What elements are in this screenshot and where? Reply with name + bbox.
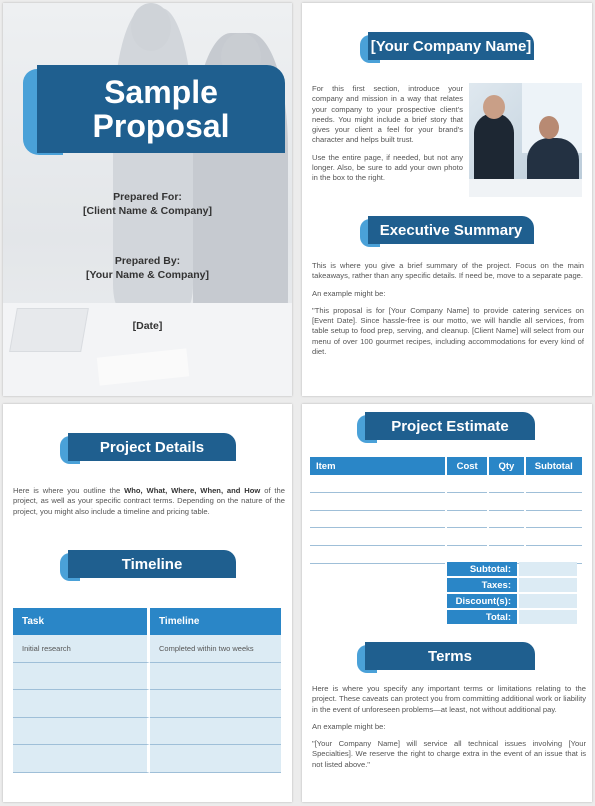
terms-para-3: "[Your Company Name] will service all technical issues involving [Your Specialties]. We reserve the right to charge extra in the event of an issue that is not listed above." [312,739,586,769]
project-estimate-banner [357,412,535,444]
table-row [13,690,281,718]
timeline-header-row [13,608,281,635]
summary-row [447,594,577,608]
estimate-header-row [310,457,582,475]
table-row [310,511,582,529]
project-details-heading: Project Details [68,433,236,461]
details-text-after: of the project, as well as your specific contract terms. Depending on the nature of the project, you might also include a timeline and pricing table. [13,486,285,516]
summary-discount-label: Discount(s): [447,594,517,608]
timeline-cell: Completed within two weeks [150,635,281,663]
estimate-header-subtotal: Subtotal [526,457,582,475]
summary-taxes-label: Taxes: [447,578,517,592]
cover-title-banner [23,65,285,153]
timeline-header-task: Task [13,608,150,635]
table-row [13,718,281,746]
summary-row [447,562,577,576]
prepared-for-block [3,190,292,218]
exec-summary-banner [360,216,534,248]
timeline-cell [150,663,281,691]
summary-taxes-value [519,578,577,592]
intro-text [312,84,463,191]
table-row [13,635,281,663]
exec-para-2: An example might be: [312,288,386,298]
table-row [13,745,281,773]
summary-discount-value [519,594,577,608]
business-photo [469,83,582,197]
cover-title-line2: Proposal [92,108,230,144]
timeline-table [13,608,281,773]
project-estimate-heading: Project Estimate [365,412,535,440]
details-text-before: Here is where you outline the [13,486,125,495]
timeline-cell [150,718,281,746]
prepared-for-value: [Client Name & Company] [83,205,212,217]
task-cell [13,745,150,773]
details-page [3,404,292,802]
task-cell [13,718,150,746]
estimate-table [308,457,584,564]
terms-heading: Terms [365,642,535,670]
date-placeholder: [Date] [132,320,163,332]
summary-row [447,610,577,624]
cover-title-line1: Sample [104,74,218,110]
intro-page [302,3,592,396]
intro-para-1: For this first section, introduce your company and mission in a way that relates your company to your prospective client's needs. You might include a brief story that gives your client a feel for your brand's character and helps built trust. [312,84,463,145]
prepared-for-label: Prepared For: [113,191,182,203]
timeline-cell [150,690,281,718]
timeline-header-timeline: Timeline [150,608,281,635]
timeline-banner [60,550,236,582]
exec-para-3: "This proposal is for [Your Company Name] to provide catering services on [Event Date]. Since hassle-free is our motto, we will handle all services, from table setup to food prep, serving, and cleanup. [Client Name] will select from our menu of over 100 gourmet recipes, including accommodations for every kind of diet. [312,305,584,357]
summary-row [447,578,577,592]
task-cell [13,690,150,718]
terms-banner [357,642,535,674]
prepared-by-block [3,254,292,282]
summary-subtotal-value [519,562,577,576]
table-row [310,493,582,511]
task-cell: Initial research [13,635,150,663]
project-details-text [13,486,285,524]
intro-para-2: Use the entire page, if needed, but not any longer. Also, be sure to add your own photo in the box to the right. [312,152,463,183]
estimate-header-qty: Qty [489,457,523,475]
company-heading: [Your Company Name] [368,32,534,60]
estimate-header-item: Item [310,457,445,475]
table-row [310,528,582,546]
summary-total-value [519,610,577,624]
terms-para-2: An example might be: [312,721,386,731]
exec-summary-heading: Executive Summary [368,216,534,244]
table-row [13,663,281,691]
timeline-cell [150,745,281,773]
prepared-by-value: [Your Name & Company] [86,269,209,281]
estimate-header-cost: Cost [447,457,487,475]
table-row [310,475,582,493]
terms-para-1: Here is where you specify any important terms or limitations relating to the project. These caveats can protect you from committing additional work or liability in the event of unforeseen problems—at least, not without additional pay. [312,684,586,714]
estimate-summary [445,560,579,626]
exec-para-1: This is where you give a brief summary of the project. Focus on the main takeaways, rather than any specific details. If need be, move to a separate page. [312,261,584,281]
company-heading-banner [360,32,534,64]
timeline-heading: Timeline [68,550,236,578]
terms-text [312,684,586,777]
cover-page [3,3,292,396]
details-text-bold: Who, What, Where, When, and How [124,486,261,495]
summary-subtotal-label: Subtotal: [447,562,517,576]
summary-total-label: Total: [447,610,517,624]
prepared-by-label: Prepared By: [114,255,181,267]
exec-summary-text [312,261,584,364]
estimate-page [302,404,592,802]
task-cell [13,663,150,691]
project-details-banner [60,433,236,465]
